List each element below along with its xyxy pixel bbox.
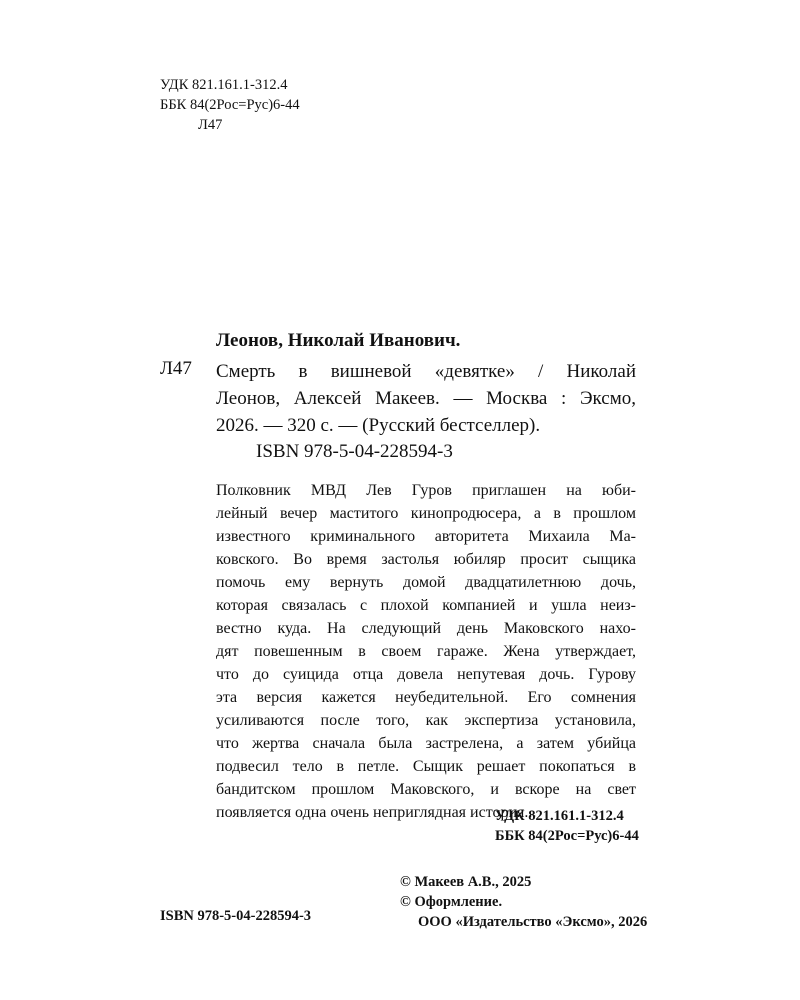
udk-code: УДК 821.161.1-312.4 [160,77,288,93]
udk-code-bottom: УДК 821.161.1-312.4 [495,808,624,824]
author-heading: Леонов, Николай Иванович. [216,330,461,351]
classification-block-bottom [495,806,640,846]
title-line: 2026. — 320 с. — (Русский бестселлер). [216,415,541,436]
author-sign-code: Л47 [198,117,223,133]
annotation-line: Полковник МВД Лев Гуров приглашен на юби- [216,482,636,499]
copyright-author: © Макеев А.В., 2025 [400,874,532,890]
annotation-line: ковского. Во время застолья юбиляр просит сыщика [216,551,636,568]
isbn-bottom: ISBN 978-5-04-228594-3 [160,908,312,924]
bibliographic-description [216,358,636,439]
bbk-code-bottom: ББК 84(2Рос=Рус)6-44 [495,828,639,844]
annotation-text [216,479,636,824]
copyright-block [400,872,660,932]
annotation-line: что жертва сначала была застрелена, а затем убийца [216,735,636,752]
bbk-code: ББК 84(2Рос=Рус)6-44 [160,97,300,113]
title-line: Смерть в вишневой «девятке» / Николай [216,361,636,382]
annotation-line: что до суицида отца довела непутевая дочь. Гурову [216,666,636,683]
annotation-line: которая связалась с плохой компанией и ушла неиз- [216,597,636,614]
annotation-line: бандитском прошлом Маковского, и вскоре на свет [216,781,636,798]
isbn-main: ISBN 978-5-04-228594-3 [256,441,453,462]
copyright-publisher: ООО «Издательство «Эксмо», 2026 [418,914,648,930]
annotation-line: лейный вечер маститого кинопродюсера, а в прошлом [216,505,636,522]
classification-block-top [160,75,420,135]
annotation-line: появляется одна очень неприглядная история... [216,804,537,821]
annotation-line: эта версия кажется неубедительной. Его сомнения [216,689,636,706]
title-line: Леонов, Алексей Макеев. — Москва : Эксмо, [216,388,636,409]
author-sign-side: Л47 [160,358,192,379]
annotation-line: известного криминального авторитета Михаила Ма- [216,528,636,545]
annotation-line: дят повешенным в своем гараже. Жена утверждает, [216,643,636,660]
copyright-design: © Оформление. [400,894,503,910]
annotation-line: вестно куда. На следующий день Маковского нахо- [216,620,636,637]
annotation-line: помочь ему вернуть домой двадцатилетнюю дочь, [216,574,636,591]
annotation-line: усиливаются после того, как экспертиза установила, [216,712,636,729]
annotation-line: подвесил тело в петле. Сыщик решает покопаться в [216,758,636,775]
